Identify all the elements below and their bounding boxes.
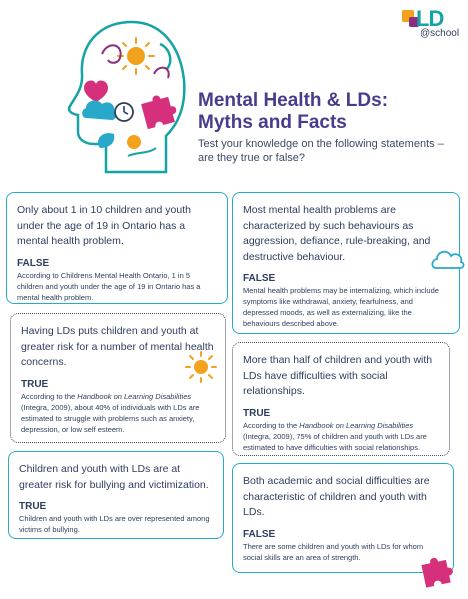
- myth-card-1: [6, 192, 228, 304]
- explanation: [21, 391, 215, 435]
- statement: Both academic and social difficulties are characteristic of children and youth with LDs.: [243, 475, 430, 518]
- cloud-icon: [430, 246, 466, 272]
- explanation-pre: According to the: [21, 391, 78, 401]
- explanation: There are some children and youth with LDs for whom social skills are an area of strength.: [243, 541, 424, 562]
- cloud-icon: [82, 101, 116, 120]
- clock-icon: [115, 103, 133, 121]
- statement: Most mental health problems are characterized by such behaviours as aggression, defiance, rule-breaking, and destructive behaviour.: [243, 204, 431, 263]
- leaf-icon: [98, 133, 114, 148]
- puzzle-piece-icon: [420, 554, 454, 588]
- verdict-true: TRUE: [243, 407, 271, 419]
- myth-card-3: [8, 451, 224, 539]
- myth-card-4: [232, 192, 460, 334]
- explanation: Children and youth with LDs are over represented among victims of bullying.: [19, 514, 210, 534]
- puzzle-piece-icon: [140, 91, 179, 129]
- myth-card-5: [232, 342, 450, 456]
- statement: Having LDs puts children and youth at greater risk for a number of mental health concerns.: [21, 325, 214, 368]
- explanation: According to Childrens Mental Health Ontario, 1 in 5 children and youth under the age of 19 in Ontario has a mental health problem.: [17, 270, 201, 302]
- verdict-true: TRUE: [19, 501, 47, 512]
- statement: More than half of children and youth with LDs have difficulties with social relationships.: [243, 354, 433, 397]
- verdict-true: TRUE: [21, 378, 49, 390]
- explanation-post: (Integra, 2009), about 40% of individuals with LDs are estimated to struggle with problems such as anxiety, depression, or low self esteem.: [21, 402, 200, 434]
- handbook-title: Handbook on Learning Disabilities: [299, 420, 414, 430]
- explanation: Mental health problems may be internalizing, which include symptoms like withdrawal, anxiety, fearfulness, and depressed moods, as well as externalizing, like the behaviours described above.: [243, 286, 439, 328]
- logo-subtext: @school: [420, 28, 460, 39]
- explanation-pre: According to the: [243, 420, 300, 430]
- explanation: [243, 420, 439, 453]
- verdict-false: FALSE: [243, 528, 276, 540]
- page-subtitle: Test your knowledge on the following statements – are they true or false?: [198, 138, 444, 164]
- statement: Children and youth with LDs are at greater risk for bullying and victimization.: [19, 463, 209, 491]
- sun-icon: [184, 350, 218, 384]
- logo-text: LD: [416, 6, 444, 31]
- heart-icon: [84, 81, 108, 102]
- head-illustration-icon: [62, 14, 190, 180]
- title-line-2: Myths and Facts: [198, 112, 347, 133]
- title-line-1: Mental Health & LDs:: [198, 90, 389, 111]
- explanation-post: (Integra, 2009), 75% of children and youth with LDs are estimated to have difficulties with social relationships.: [243, 431, 427, 452]
- verdict-false: FALSE: [17, 257, 50, 269]
- verdict-false: FALSE: [243, 273, 276, 284]
- ld-at-school-logo: [400, 8, 462, 42]
- page-title: [198, 90, 458, 134]
- sun-icon: [118, 38, 154, 74]
- statement: Only about 1 in 10 children and youth under the age of 19 in Ontario has a mental health problem.: [17, 204, 191, 247]
- handbook-title: Handbook on Learning Disabilities: [77, 391, 192, 401]
